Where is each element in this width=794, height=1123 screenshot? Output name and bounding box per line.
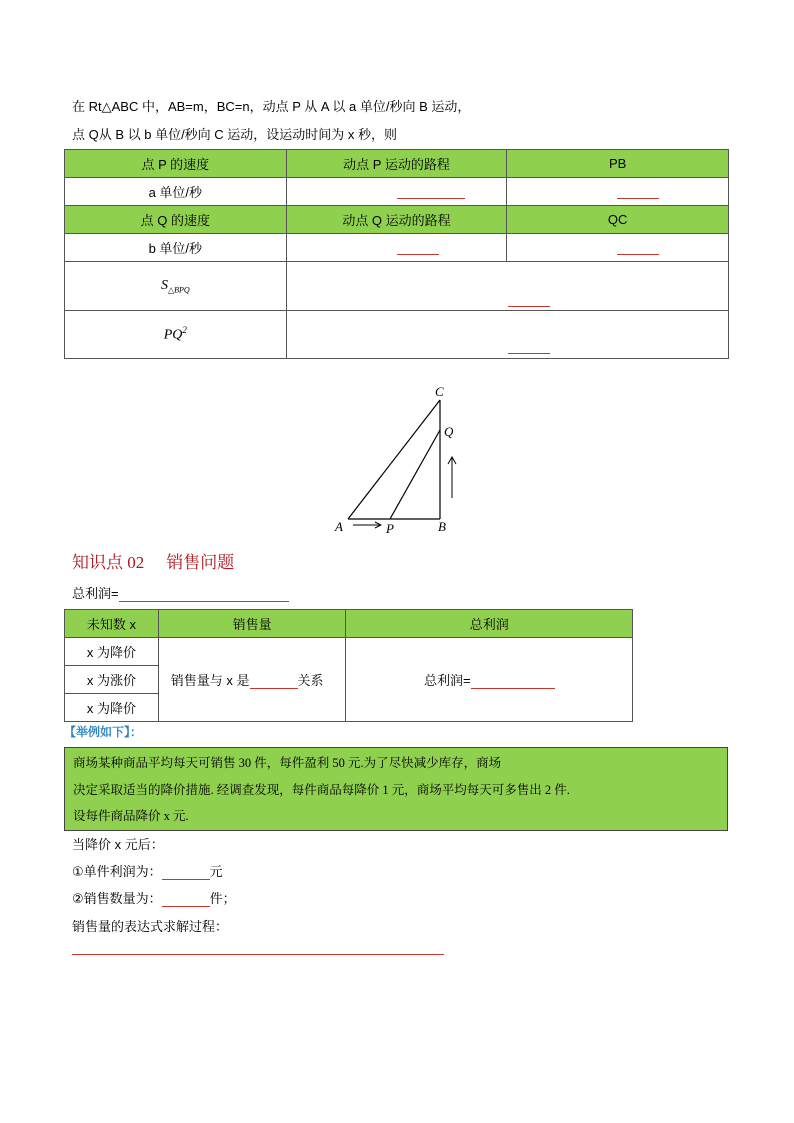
unknown-row-1: x 为降价 — [65, 638, 159, 666]
intro-line-2: 点 Q从 B 以 b 单位/秒向 C 运动，设运动时间为 x 秒，则 — [72, 127, 398, 142]
pq-label: PQ — [163, 327, 183, 343]
pb-blank[interactable] — [617, 184, 659, 199]
header-qc: QC — [507, 206, 729, 234]
header-sales: 销售量 — [158, 610, 346, 638]
total-profit-cell — [346, 638, 633, 722]
q1-label: ①单件利润为： — [72, 864, 162, 879]
p-speed-value: a 单位/秒 — [65, 178, 287, 206]
pq-label-cell — [65, 311, 287, 359]
profit-line-label: 总利润= — [72, 586, 119, 601]
sales-relation-text-b: 关系 — [297, 673, 324, 688]
area-label-cell — [65, 262, 287, 311]
process-blank[interactable] — [72, 954, 444, 955]
p-distance-blank[interactable] — [397, 184, 465, 199]
sales-table — [64, 609, 633, 722]
q-distance-cell — [286, 234, 507, 262]
unknown-row-3: x 为降价 — [65, 694, 159, 722]
q2-label: ②销售数量为： — [72, 891, 162, 906]
area-subscript: △BPQ — [167, 285, 190, 295]
sales-relation-text-a: 销售量与 x 是 — [170, 673, 250, 688]
q1-blank[interactable] — [162, 865, 210, 880]
label-p: P — [386, 521, 394, 536]
header-p-distance: 动点 P 运动的路程 — [286, 150, 507, 178]
label-q: Q — [444, 424, 454, 439]
q2-unit: 件； — [209, 891, 236, 906]
header-pb: PB — [507, 150, 729, 178]
triangle-figure — [330, 380, 470, 540]
total-profit-blank[interactable] — [471, 674, 555, 689]
sales-relation-cell — [158, 638, 346, 722]
area-blank[interactable] — [508, 292, 550, 307]
label-a: A — [335, 519, 343, 534]
sales-relation-blank[interactable] — [250, 674, 298, 689]
qc-cell — [507, 234, 729, 262]
area-answer-cell — [286, 262, 728, 311]
label-b: B — [438, 519, 446, 534]
question-2 — [72, 888, 236, 907]
profit-line — [72, 583, 289, 602]
question-1 — [72, 861, 223, 880]
section-number: 知识点 02 — [72, 553, 145, 572]
section-heading — [72, 548, 256, 573]
intro-line-1: 在 Rt△ABC 中，AB=m，BC=n，动点 P 从 A 以 a 单位/秒向 B 运动， — [72, 99, 471, 114]
label-c: C — [435, 384, 444, 399]
pb-cell — [507, 178, 729, 206]
q2-blank[interactable] — [162, 892, 210, 907]
example-line-1: 商场某种商品平均每天可销售 30 件，每件盈利 50 元.为了尽快减少库存，商场 — [73, 756, 502, 770]
profit-line-blank[interactable] — [119, 587, 289, 602]
section-title: 销售问题 — [166, 553, 235, 572]
qc-blank[interactable] — [617, 240, 659, 255]
example-box — [64, 747, 728, 831]
example-line-3: 设每件商品降价 x 元. — [73, 809, 189, 823]
header-p-speed: 点 P 的速度 — [65, 150, 287, 178]
header-q-distance: 动点 Q 运动的路程 — [286, 206, 507, 234]
header-total-profit: 总利润 — [346, 610, 633, 638]
header-q-speed: 点 Q 的速度 — [65, 206, 287, 234]
q-speed-value: b 单位/秒 — [65, 234, 287, 262]
pq-blank[interactable] — [508, 339, 550, 354]
header-unknown: 未知数 x — [65, 610, 159, 638]
after-line: 当降价 x 元后： — [72, 837, 164, 852]
q1-unit: 元 — [209, 864, 223, 879]
example-tag: 【举例如下】： — [64, 725, 143, 739]
p-distance-cell — [286, 178, 507, 206]
motion-table — [64, 149, 729, 359]
area-label: S — [160, 278, 168, 294]
example-line-2: 决定采取适当的降价措施. 经调查发现，每件商品每降价 1 元，商场平均每天可多售出 2 件. — [73, 783, 570, 797]
q-distance-blank[interactable] — [397, 240, 439, 255]
pq-superscript: 2 — [182, 325, 187, 336]
pq-answer-cell — [286, 311, 728, 359]
unknown-row-2: x 为涨价 — [65, 666, 159, 694]
process-label: 销售量的表达式求解过程： — [72, 919, 229, 934]
total-profit-text: 总利润= — [423, 673, 471, 688]
